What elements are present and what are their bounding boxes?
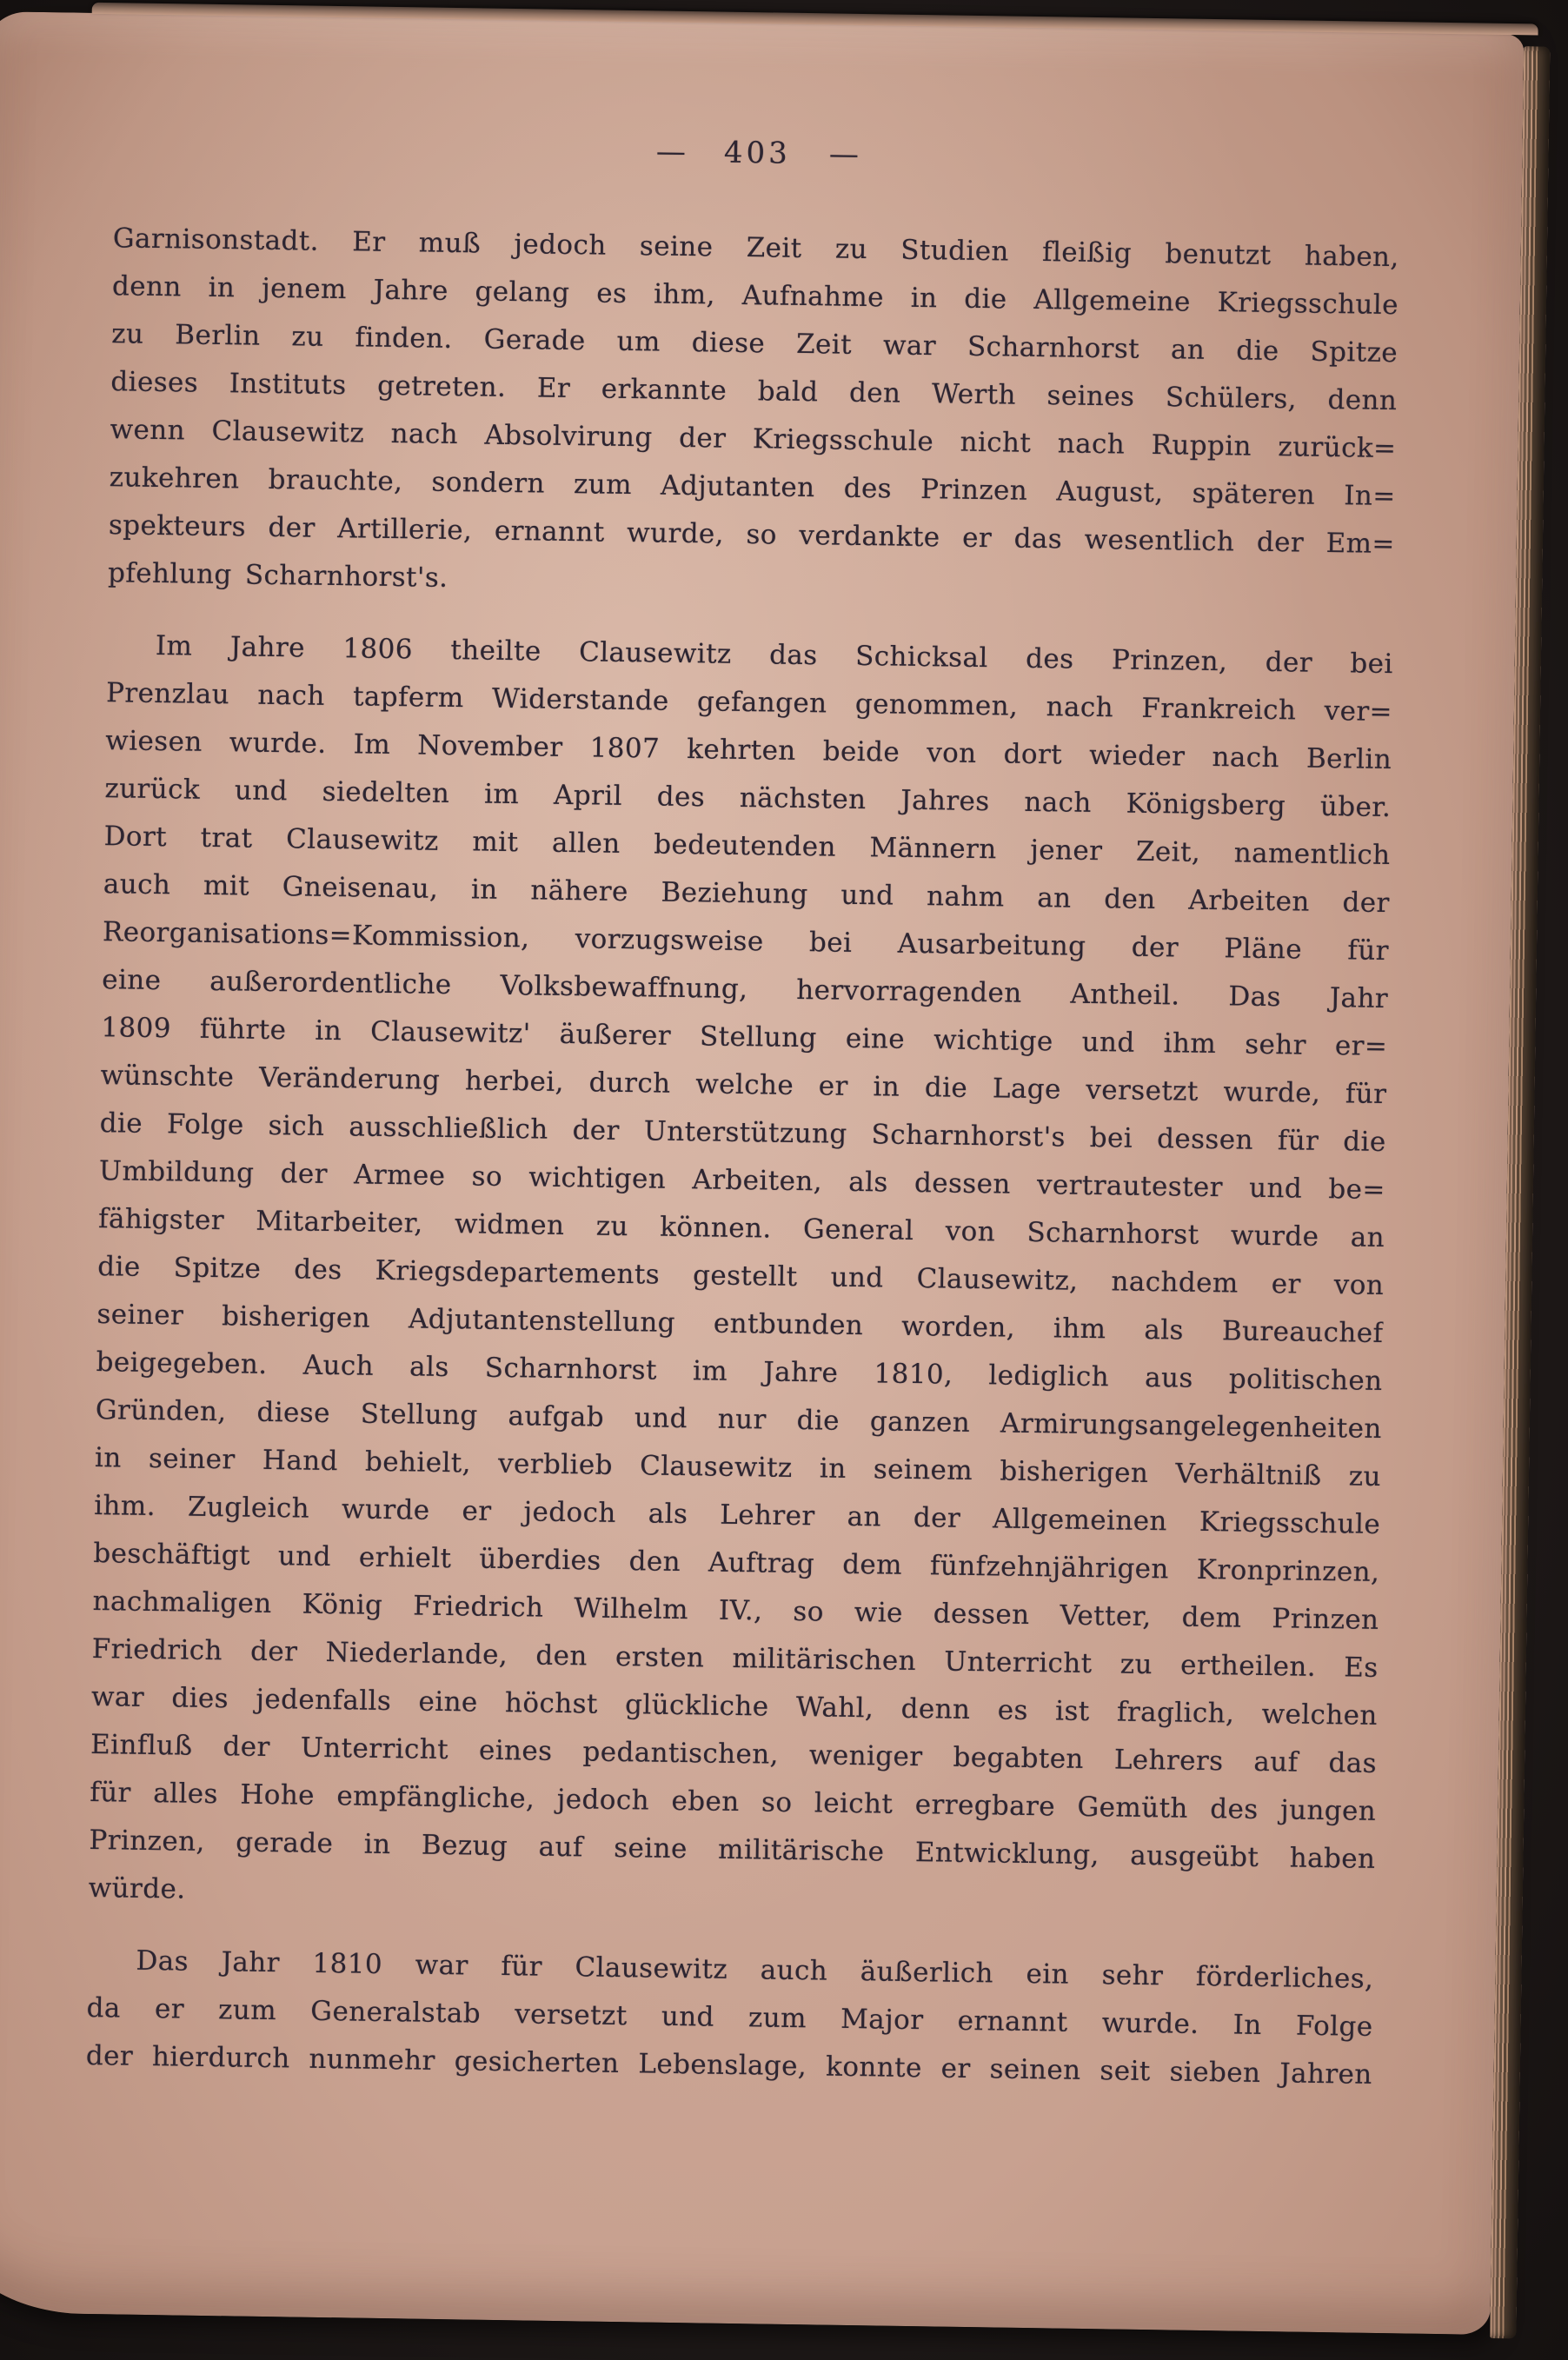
text-line: eine außerordentliche Volksbewaffnung, hervorragenden Antheil. Das Jahr — [101, 964, 1389, 1015]
text-line: auch mit Gneisenau, in nähere Beziehung und nahm an den Arbeiten der — [103, 868, 1390, 920]
text-line: Gründen, diese Stellung aufgab und nur die ganzen Armirungsangelegenheiten — [95, 1394, 1382, 1446]
page-edges-right — [1490, 46, 1550, 2338]
text-line: war dies jedenfalls eine höchst glückliche Wahl, denn es ist fraglich, welchen — [90, 1681, 1379, 1732]
text-line: die Folge sich ausschließlich der Unterstützung Scharnhorst's bei dessen für die — [99, 1107, 1386, 1159]
text-line: Prinzen, gerade in Bezug auf seine militärische Entwicklung, ausgeübt haben — [89, 1824, 1376, 1875]
text-line: zukehren brauchte, sondern zum Adjutanten des Prinzen August, späteren In= — [109, 462, 1396, 513]
text-line: beschäftigt und erhielt überdies den Auftrag dem fünfzehnjährigen Kronprinzen, — [93, 1538, 1380, 1588]
text-line: in seiner Hand behielt, verblieb Clausewitz in seinem bisherigen Verhältniß zu — [94, 1442, 1382, 1492]
text-line: Umbildung der Armee so wichtigen Arbeiten, als dessen vertrautester und be= — [98, 1155, 1386, 1207]
paragraph — [108, 215, 1399, 616]
text-line: dieses Instituts getreten. Er erkannte bald den Werth seines Schülers, denn — [110, 366, 1398, 417]
paragraph — [88, 622, 1393, 1931]
text-line: seiner bisherigen Adjutantenstellung entbunden worden, ihm als Bureauchef — [96, 1299, 1384, 1350]
text-line: pfehlung Scharnhorst's. — [107, 557, 448, 594]
text-line: wiesen wurde. Im November 1807 kehrten beide von dort wieder nach Berlin — [105, 725, 1392, 776]
text-line: Das Jahr 1810 war für Clausewitz auch äußerlich ein sehr förderliches, — [136, 1945, 1374, 1995]
text-line: zurück und siedelten im April des nächsten Jahres nach Königsberg über. — [104, 773, 1392, 824]
text-line: beigegeben. Auch als Scharnhorst im Jahre 1810, lediglich aus politischen — [96, 1346, 1383, 1398]
text-line: für alles Hohe empfängliche, jedoch eben so leicht erregbare Gemüth des jungen — [90, 1777, 1377, 1827]
text-line: Friedrich der Niederlande, den ersten militärischen Unterricht zu ertheilen. Es — [91, 1633, 1379, 1684]
page-edges-top — [92, 3, 1538, 36]
text-line: spekteurs der Artillerie, ernannt wurde, so verdankte er das wesentlich der Em= — [108, 509, 1396, 561]
text-line: 1809 führte in Clausewitz' äußerer Stellung eine wichtige und ihm sehr er= — [101, 1012, 1388, 1063]
text-line: die Spitze des Kriegsdepartements gestellt und Clausewitz, nachdem er von — [97, 1251, 1385, 1302]
text-line: wünschte Veränderung herbei, durch welche er in die Lage versetzt wurde, für — [100, 1060, 1387, 1111]
paragraph — [85, 1937, 1373, 2099]
text-line: fähigster Mitarbeiter, widmen zu können. General von Scharnhorst wurde an — [97, 1203, 1385, 1254]
text-line: Prenzlau nach tapferm Widerstande gefangen genommen, nach Frankreich ver= — [105, 677, 1393, 728]
text-line: Garnisonstadt. Er muß jedoch seine Zeit zu Studien fleißig benutzt haben, — [112, 223, 1399, 274]
header-dash-right: — — [828, 136, 860, 172]
text-line: Dort trat Clausewitz mit allen bedeutenden Männern jener Zeit, namentlich — [103, 821, 1391, 872]
text-line: Reorganisations=Kommission, vorzugsweise bei Ausarbeitung der Pläne für — [102, 916, 1390, 967]
text-line: da er zum Generalstab versetzt und zum Major ernannt wurde. In Folge — [86, 1991, 1373, 2043]
text-line: der hierdurch nunmehr gesicherten Lebenslage, konnte er seinen seit sieben Jahren — [85, 2039, 1372, 2091]
page-number: 403 — [723, 135, 792, 171]
text-line: nachmaligen König Friedrich Wilhelm IV., so wie dessen Vetter, dem Prinzen — [92, 1586, 1379, 1636]
text-line: würde. — [88, 1871, 186, 1905]
text-line: wenn Clausewitz nach Absolvirung der Kriegsschule nicht nach Ruppin zurück= — [110, 414, 1397, 465]
page-header — [114, 126, 1400, 180]
text-line: zu Berlin zu finden. Gerade um diese Zeit war Scharnhorst an die Spitze — [110, 318, 1399, 369]
text-line: Einfluß der Unterricht eines pedantischen, weniger begabten Lehrers auf das — [90, 1729, 1378, 1779]
print-area — [85, 126, 1400, 2099]
book-page — [0, 11, 1525, 2335]
header-dash-left: — — [655, 134, 687, 170]
text-line: Im Jahre 1806 theilte Clausewitz das Schicksal des Prinzen, der bei — [155, 629, 1394, 681]
page-body — [85, 215, 1399, 2099]
text-line: ihm. Zugleich wurde er jedoch als Lehrer an der Allgemeinen Kriegsschule — [93, 1490, 1381, 1540]
text-line: denn in jenem Jahre gelang es ihm, Aufnahme in die Allgemeine Kriegsschule — [111, 270, 1399, 322]
